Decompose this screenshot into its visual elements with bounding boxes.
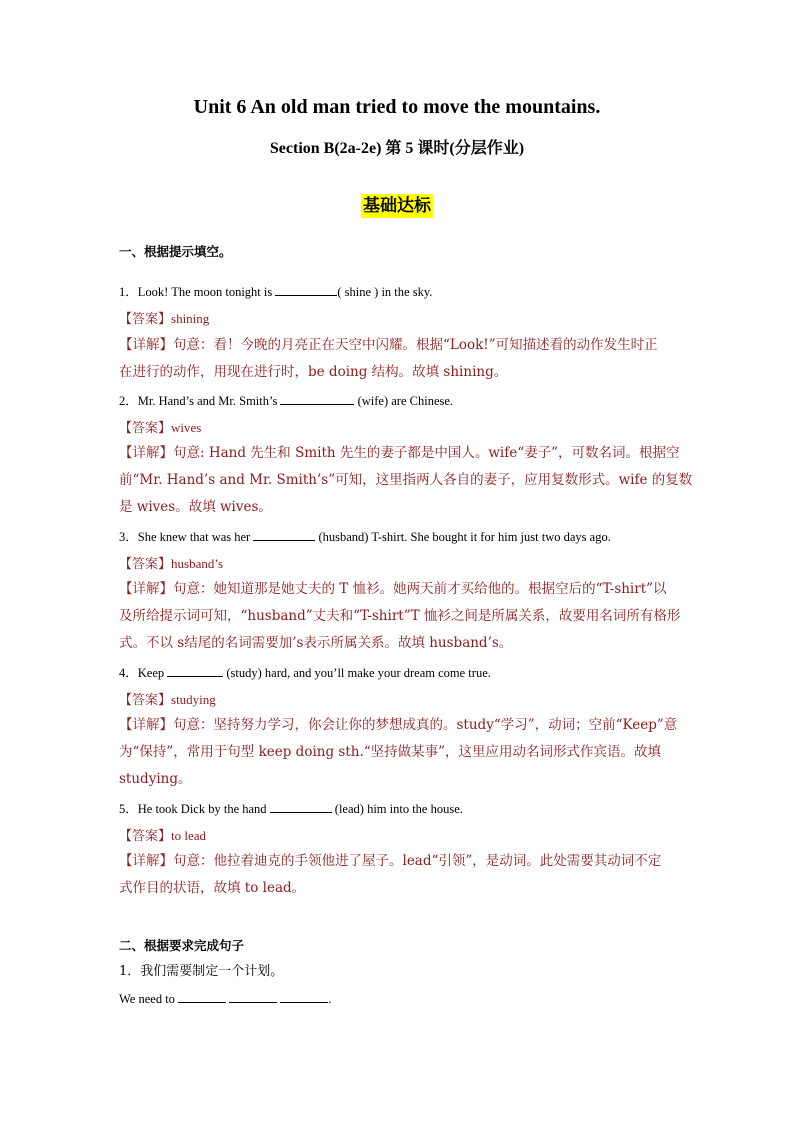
question-1 bbox=[119, 283, 679, 301]
answer-text: wives bbox=[171, 420, 202, 435]
answer-blank[interactable] bbox=[253, 528, 315, 541]
page-title: Unit 6 An old man tried to move the mountains. bbox=[193, 96, 601, 118]
answer-blank[interactable] bbox=[275, 283, 337, 296]
answer-2: 【答案】wives bbox=[119, 420, 202, 435]
section2-heading: 二、根据要求完成句子 bbox=[119, 938, 245, 953]
question-3 bbox=[119, 528, 679, 546]
question-text: (study) hard, and you’ll make your dream come true. bbox=[226, 666, 491, 680]
answer-blank[interactable] bbox=[178, 990, 226, 1003]
answer-text: shining bbox=[171, 311, 210, 326]
explanation-1: 【详解】句意：看！今晚的月亮正在天空中闪耀。根据“Look!”可知描述看的动作发生时正 在进行的动作，用现在进行时，be doing 结构。故填 shining。 bbox=[119, 337, 658, 380]
answer-blank[interactable] bbox=[270, 800, 332, 813]
question-2 bbox=[119, 392, 679, 410]
question-4 bbox=[119, 664, 679, 682]
level-banner-wrap bbox=[0, 194, 794, 218]
question-text: 3．She knew that was her bbox=[119, 530, 251, 544]
section2-item-1-line: We need to . bbox=[119, 992, 332, 1006]
explanation-2: 【详解】句意: Hand 先生和 Smith 先生的妻子都是中国人。wife“妻子”，可数名词。根据空 前“Mr. Hand’s and Mr. Smith’s”可知，这里指两人各自的妻子，应用复数形式。wife 的复数 是 wives。故填 wives。 bbox=[119, 445, 693, 515]
answer-blank[interactable] bbox=[229, 990, 277, 1003]
answer-blank[interactable] bbox=[280, 392, 354, 405]
question-text: (husband) T-shirt. She bought it for him just two days ago. bbox=[318, 530, 611, 544]
answer-4: 【答案】studying bbox=[119, 692, 216, 707]
answer-blank[interactable] bbox=[280, 990, 328, 1003]
question-text: 2．Mr. Hand’s and Mr. Smith’s bbox=[119, 394, 278, 408]
answer-text: husband’s bbox=[171, 556, 224, 571]
question-text: 4．Keep bbox=[119, 666, 165, 680]
answer-3: 【答案】husband’s bbox=[119, 556, 224, 571]
question-text: ( shine ) in the sky. bbox=[337, 285, 433, 299]
question-text: 5．He took Dick by the hand bbox=[119, 802, 267, 816]
explanation-4: 【详解】句意：坚持努力学习，你会让你的梦想成真的。study“学习”，动词；空前“Keep”意 为“保持”，常用于句型 keep doing sth.“坚持做某事”，这里应用动名词形式作宾语。故填 studying。 bbox=[119, 717, 678, 787]
question-text: (wife) are Chinese. bbox=[357, 394, 454, 408]
question-5 bbox=[119, 800, 679, 818]
explanation-5: 【详解】句意：他拉着迪克的手领他进了屋子。lead“引领”，是动词。此处需要其动词不定 式作目的状语，故填 to lead。 bbox=[119, 853, 662, 896]
level-banner: 基础达标 bbox=[363, 196, 431, 216]
question-text: 1．Look! The moon tonight is bbox=[119, 285, 273, 299]
section1-heading: 一、根据提示填空。 bbox=[119, 244, 232, 259]
question-text: We need to bbox=[119, 992, 175, 1006]
explanation-3: 【详解】句意：她知道那是她丈夫的 T 恤衫。她两天前才买给他的。根据空后的“T-shirt”以 及所给提示词可知，“husband”丈夫和“T-shirt”T 恤衫之间是所属关系，故要用名词所有格形 式。不以 s结尾的名词需要加’s表示所属关系。故填 husband’s。 bbox=[119, 581, 681, 651]
answer-blank[interactable] bbox=[167, 664, 223, 677]
page-subtitle: Section B(2a-2e) 第 5 课时(分层作业) bbox=[269, 140, 525, 157]
answer-text: studying bbox=[171, 692, 216, 707]
question-text: (lead) him into the house. bbox=[334, 802, 463, 816]
section2-item-1: 1．我们需要制定一个计划。 bbox=[119, 964, 284, 979]
answer-1: 【答案】shining bbox=[119, 311, 210, 326]
answer-text: to lead bbox=[171, 828, 207, 843]
answer-5: 【答案】to lead bbox=[119, 828, 207, 843]
